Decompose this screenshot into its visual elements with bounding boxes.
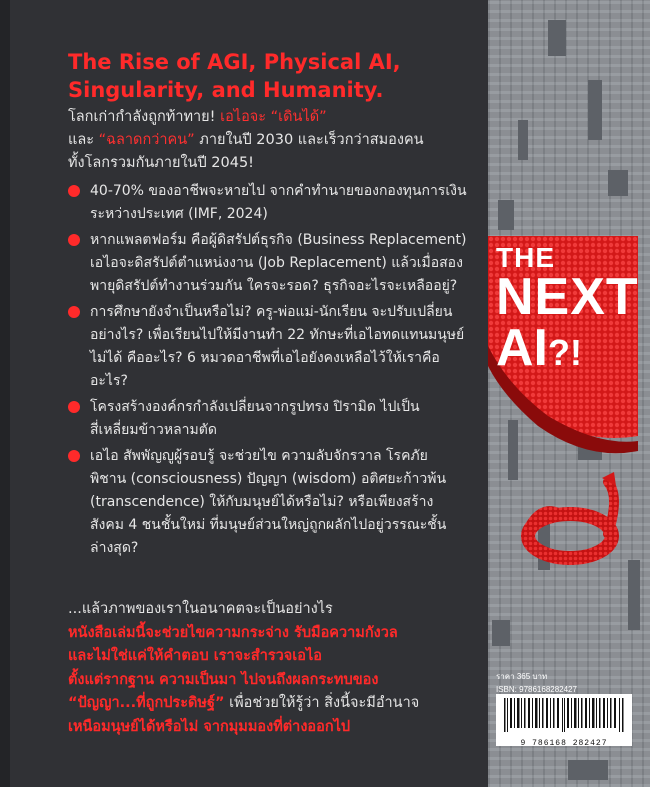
outro-line5-white: เพื่อช่วยให้รู้ว่า สิ่งนี้จะมีอำนาจ — [224, 695, 420, 711]
intro-paragraph — [68, 106, 488, 175]
outro-line6: เหนือมนุษย์ได้หรือไม่ จากมุมมองที่ต่างออกไป — [68, 718, 351, 735]
intro-line1-plain: โลกเก่ากำลังถูกท้าทาย! — [68, 109, 221, 125]
price-label: ราคา 365 บาท — [496, 672, 548, 681]
intro-line2-red: “ฉลาดกว่าคน” — [98, 132, 195, 148]
list-item — [68, 396, 468, 442]
list-item — [68, 445, 468, 560]
outro-line5 — [68, 692, 488, 716]
book-title-ai-text: AI — [496, 319, 548, 377]
closing-paragraph — [68, 598, 488, 739]
bullet-dot-icon — [68, 306, 80, 318]
list-item — [68, 301, 468, 393]
bullet-dot-icon — [68, 185, 80, 197]
left-edge-strip — [0, 0, 10, 787]
bullet-list — [68, 180, 468, 563]
isbn-label: ISBN: 9786168282427 — [496, 685, 577, 694]
bullet-dot-icon — [68, 234, 80, 246]
book-title-the: THE — [496, 242, 555, 273]
outro-line4: ตั้งแต่รากฐาน ความเป็นมา ไปจนถึงผลกระทบของ — [68, 671, 379, 688]
barcode-number: 9 786168 282427 — [520, 739, 608, 748]
list-item — [68, 229, 468, 298]
bullet-text: 40-70% ของอาชีพจะหายไป จากคำทำนายของกองทุนการเงินระหว่างประเทศ (IMF, 2024) — [90, 183, 467, 222]
book-title — [496, 244, 646, 379]
book-title-next: NEXT — [496, 268, 639, 326]
intro-line2-plain-b: ภายในปี 2030 และเร็วกว่าสมองคน — [194, 132, 424, 148]
bullet-text: เอไอ สัพพัญญูผู้รอบรู้ จะช่วยไข ความลับจักรวาล โรคภัย พิชาน (consciousness) ปัญญา (wisdom) อติศยะก้าวพ้น (transcendence) ให้กับมนุษย์ได้หรือไม่? หรือเพียงสร้าง สังคม 4 ชนชั้นใหม่ ที่มนุษย์ส่วนใหญ่ถูกผลักไปอยู่วรรณะชั้นล่างสุด? — [90, 448, 447, 556]
intro-line3: ทั้งโลกรวมกันภายในปี 2045! — [68, 155, 254, 171]
bullet-text: หากแพลตฟอร์ม คือผู้ดิสรัปต์ธุรกิจ (Business Replacement) เอไอจะดิสรัปต์ตำแหน่งงาน (Job Replacement) แล้วเมื่อสองพายุดิสรัปต์ทำงานร่วมกัน ใครจะรอด? ธุรกิจอะไรจะเหลืออยู่? — [90, 232, 467, 294]
list-item — [68, 180, 468, 226]
title-line-1: The Rise of AGI, Physical AI, — [68, 50, 401, 74]
back-cover-title — [68, 48, 488, 104]
title-line-2: Singularity, and Humanity. — [68, 78, 384, 102]
bullet-dot-icon — [68, 450, 80, 462]
outro-line1: ...แล้วภาพของเราในอนาคตจะเป็นอย่างไร — [68, 601, 333, 617]
intro-line2-plain-a: และ — [68, 132, 99, 148]
bullet-text: โครงสร้างองค์กรกำลังเปลี่ยนจากรูปทรง ปิรามิด ไปเป็น สี่เหลี่ยมข้าวหลามตัด — [90, 399, 420, 438]
intro-line1-red: เอไอจะ “เดินได้” — [220, 109, 327, 125]
outro-line3: และไม่ใช่แค่ให้คำตอบ เราจะสำรวจเอไอ — [68, 648, 322, 664]
outro-line5-red: “ปัญญา...ที่ถูกประดิษฐ์” — [68, 695, 225, 711]
book-title-ai-suffix: ?! — [548, 332, 582, 373]
book-title-ai — [496, 319, 646, 379]
outro-line2: หนังสือเล่มนี้จะช่วยไขความกระจ่าง รับมือความกังวล — [68, 624, 398, 641]
bullet-text: การศึกษายังจำเป็นหรือไม่? ครู-พ่อแม่-นักเรียน จะปรับเปลี่ยนอย่างไร? เพื่อเรียนไปให้มีงานทำ 22 ทักษะที่เอไอทดแทนมนุษย์ไม่ได้ คืออะไร? 6 หมวดอาชีพที่เอไอยังคงเหลือไว้ให้เราคืออะไร? — [90, 304, 465, 389]
price-isbn-block — [496, 670, 632, 696]
barcode-bars-icon — [502, 698, 626, 732]
bullet-dot-icon — [68, 401, 80, 413]
